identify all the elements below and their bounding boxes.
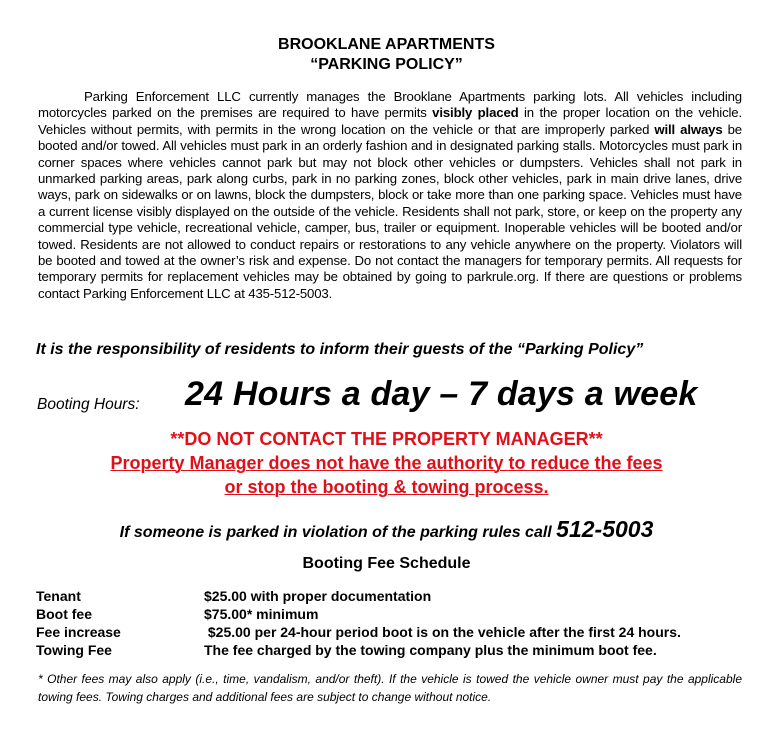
document-subtitle: “PARKING POLICY” (310, 56, 463, 73)
policy-emphasis: visibly placed (432, 105, 519, 121)
fee-schedule-title: Booting Fee Schedule (302, 555, 471, 572)
booting-hours-label: Booting Hours: (37, 396, 140, 413)
document-title: BROOKLANE APARTMENTS (278, 36, 495, 53)
violation-call-text: If someone is parked in violation of the parking rules call (119, 524, 557, 541)
fee-row-boot (36, 606, 318, 622)
policy-emphasis: will always (654, 121, 723, 137)
fee-value: The fee charged by the towing company plus the minimum boot fee. (204, 642, 657, 658)
policy-paragraph (38, 89, 742, 302)
policy-text: in the proper location on the vehicle. Vehicles without permits, with permits in the wrong location on the vehicle or that are improperly parked (38, 105, 743, 137)
fee-row-tenant (36, 588, 431, 604)
policy-text: be booted and/or towed. All vehicles must park in an orderly fashion and in designated parking stalls. Motorcycles must park in corner spaces where vehicles cannot park but may not block other vehicles or dumpsters. Vehicles shall not park in unmarked parking areas, park along curbs, park in no parking zones, block other vehicles, park in main drive lanes, drive ways, park on sidewalks or on lawns, block the dumpsters, block or take more than one parking space. Vehicles must have a current license visibly displayed on the outside of the vehicle. Residents shall not park, store, or keep on the property any commercial type vehicle, recreational vehicle, camper, bus, trailer or equipment. Inoperable vehicles will be booted and/or towed. Residents are not allowed to conduct repairs or restorations to any vehicle anywhere on the property. Violators will be booted and towed at the owner’s risk and expense. Do not contact the managers for temporary permits. All requests for temporary permits for replacement vehicles may be obtained by going to parkrule.org. If there are questions or problems contact Parking Enforcement LLC at 435-512-5003. (38, 121, 742, 301)
fee-row-increase (36, 624, 681, 640)
fee-label: Fee increase (36, 624, 121, 640)
fee-value: $75.00* minimum (204, 606, 319, 622)
fee-label: Towing Fee (36, 642, 112, 658)
warning-text: or stop the booting & towing process. (224, 477, 549, 497)
booting-hours-value: 24 Hours a day – 7 days a week (185, 375, 698, 413)
fee-row-towing (36, 642, 657, 658)
policy-text: Parking Enforcement LLC currently manages the Brooklane Apartments parking lots. All vehicles including motorcycles parked on the premises are required to have permits (38, 89, 742, 121)
footnote: * Other fees may also apply (i.e., time, vandalism, and/or theft). If the vehicle is towed the vehicle owner must pay the applicable towing fees. Towing charges and additional fees are subject to change without notice. (38, 672, 742, 704)
violation-call (0, 516, 773, 543)
fee-value: $25.00 with proper documentation (204, 588, 432, 604)
warning-text: Property Manager does not have the authority to reduce the fees (110, 453, 663, 473)
guests-notice: It is the responsibility of residents to inform their guests of the “Parking Policy” (36, 341, 644, 358)
warning-line-process (0, 477, 773, 498)
violation-phone-number: 512-5003 (556, 516, 654, 542)
warning-heading: **DO NOT CONTACT THE PROPERTY MANAGER** (170, 429, 603, 449)
fee-label: Boot fee (36, 606, 92, 622)
fee-label: Tenant (36, 588, 81, 604)
fee-value: $25.00 per 24-hour period boot is on the vehicle after the first 24 hours. (204, 624, 681, 640)
warning-line-authority (0, 453, 773, 474)
